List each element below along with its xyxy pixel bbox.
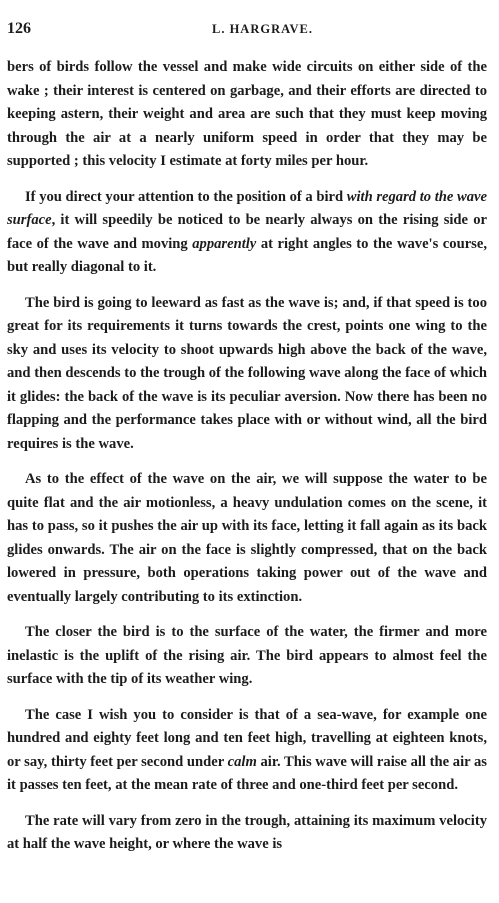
paragraph-2-emphasis-a: with regard to the wave surface xyxy=(7,188,488,228)
paragraph-2-text-b: , it will speedily be noticed to be nearly always on the rising side or face of the wave and moving xyxy=(7,212,487,252)
paragraph-6-emphasis: calm xyxy=(227,753,257,770)
paragraph-2-text-c: at right angles to the wave's course, but really diagonal to it. xyxy=(7,235,487,275)
paragraph-1-text: bers of birds follow the vessel and make wide circuits on either side of the wake ; their interest is centered on garbage, and their efforts are directed to keeping astern, their weight and area are such that they must keep moving through the air at a nearly uniform speed in order that they may be supported ; this velocity I estimate at forty miles per hour. xyxy=(7,59,487,169)
paragraph-2 xyxy=(7,186,487,280)
running-head xyxy=(7,20,487,42)
paragraph-1 xyxy=(7,56,487,174)
paragraph-5-text: The closer the bird is to the surface of the water, the firmer and more inelastic is the uplift of the rising air. The bird appears to almost feel the surface with the tip of its weather wing. xyxy=(7,624,487,687)
paragraph-6-text-a: The case I wish you to consider is that of a sea-wave, for example one hundred and eighty feet long and ten feet high, travelling at eighteen knots, or say, thirty feet per second under xyxy=(7,706,487,770)
paragraph-6-text-b: air. This wave will raise all the air as it passes ten feet, at the mean rate of three and one-third feet per second. xyxy=(7,753,487,793)
paragraph-2-emphasis-b: apparently xyxy=(192,235,257,252)
paragraph-5 xyxy=(7,621,487,692)
paragraph-6 xyxy=(7,704,487,798)
paragraph-2-text-a: If you direct your attention to the position of a bird xyxy=(25,188,347,205)
paragraph-4 xyxy=(7,468,487,609)
paragraph-4-text: As to the effect of the wave on the air, we will suppose the water to be quite flat and the air motionless, a heavy undulation comes on the scene, it has to pass, so it pushes the air up with its face, letting it fall again as its back glides onwards. The air on the face is slightly compressed, that on the back lowered in pressure, both operations taking power out of the wave and eventually largely contributing to its extinction. xyxy=(7,471,487,605)
paragraph-3-text: The bird is going to leeward as fast as the wave is; and, if that speed is too great for its requirements it turns towards the crest, points one wing to the sky and uses its velocity to shoot upwards high above the back of the wave, and then descends to the trough of the following wave along the face of which it glides: the back of the wave is its peculiar aversion. Now there has been no flapping and the performance takes place with or without wind, all the bird requires is the wave. xyxy=(7,294,487,452)
running-title: L. HARGRAVE. xyxy=(212,22,314,36)
paragraph-7-text: The rate will vary from zero in the trough, attaining its maximum velocity at half the wave height, or where the wave is xyxy=(7,812,487,852)
paragraph-3 xyxy=(7,292,487,457)
page-number: 126 xyxy=(7,20,31,37)
paragraph-7 xyxy=(7,810,487,857)
